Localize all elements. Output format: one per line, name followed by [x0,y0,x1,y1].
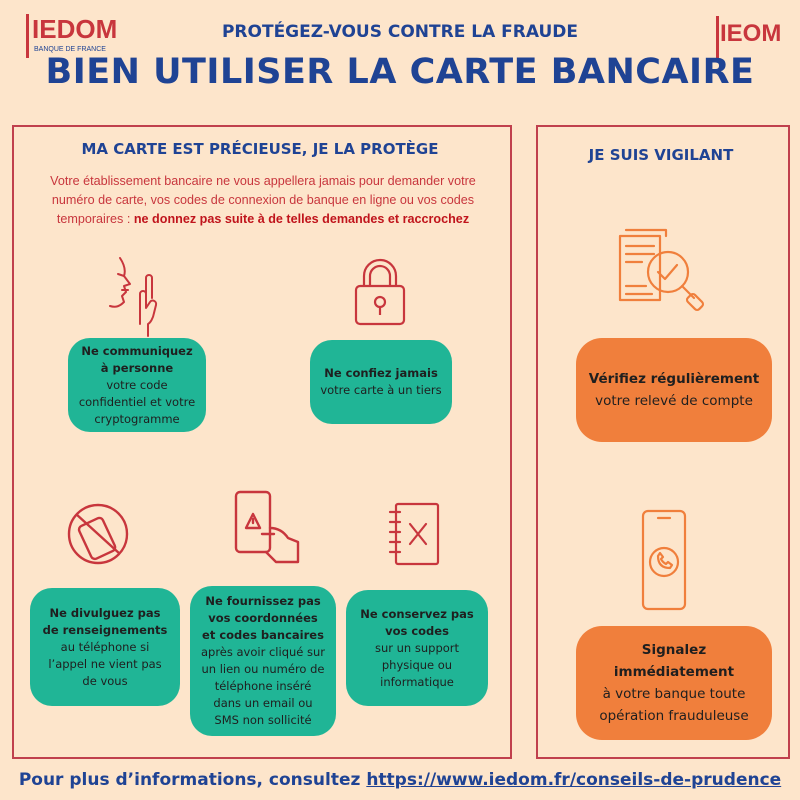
tip-card-no-share-code [68,338,206,432]
document-magnifier-icon [616,228,712,312]
tip-text: au téléphone si l’appel ne vient pas de vous [48,639,162,688]
tip-bold: Vérifiez régulièrement [588,371,760,387]
tip-bold: Signalez immédiatement [613,642,735,680]
tip-text: votre carte à un tiers [320,383,442,397]
tip-bold: Ne divulguez pas de renseignements [42,605,168,637]
iedom-logo-text: IEDOM [32,14,118,44]
tip-bold: Ne communiquez à personne [81,343,193,375]
ieom-logo-text: IEOM [720,20,782,47]
page-title: BIEN UTILISER LA CARTE BANCAIRE [45,52,755,92]
footer-text: Pour plus d’informations, consultez [18,770,361,790]
intro-text [28,172,498,229]
tip-bold: Ne conservez pas vos codes [360,606,474,638]
intro-emphasis: ne donnez pas suite à de telles demandes et raccrochez [133,212,470,226]
tip-card-report-fraud [576,626,772,740]
kicker: PROTÉGEZ-VOUS CONTRE LA FRAUDE [221,22,579,42]
no-phone-icon [66,502,130,566]
tip-card-no-store-codes [346,590,488,706]
tip-card-no-phone-info [30,588,180,706]
tip-text: sur un support physique ou informatique [374,640,460,689]
tip-card-check-statement [576,338,772,442]
notebook-cross-icon [388,500,442,568]
tip-text: après avoir cliqué sur un lien ou numéro de téléphone inséré dans un email ou SMS non sollicité [200,645,326,727]
right-panel-heading: JE SUIS VIGILANT [588,146,734,164]
prudence-advice-link[interactable]: https://www.iedom.fr/conseils-de-prudence [366,770,782,790]
tip-card-no-lend-card [310,340,452,424]
tip-text: à votre banque toute opération frauduleuse [599,686,749,724]
intro-body: Votre établissement bancaire ne vous appellera jamais pour demander votre numéro de carte, vos codes de connexion de banque en ligne ou vos codes temporaires : [50,174,476,226]
tip-text: votre relevé de compte [595,393,753,409]
tip-text: votre code confidentiel et votre cryptogramme [78,377,196,426]
left-panel-heading: MA CARTE EST PRÉCIEUSE, JE LA PROTÈGE [81,140,439,158]
footer [0,770,800,790]
padlock-icon [352,258,408,328]
silence-face-icon [102,254,172,330]
phone-warning-icon [226,488,308,568]
tip-card-no-bank-details [190,586,336,736]
banque-de-france-text: BANQUE DE FRANCE [34,46,106,53]
tip-bold: Ne confiez jamais [324,366,438,380]
tip-bold: Ne fournissez pas vos coordonnées et codes bancaires [202,594,324,642]
phone-call-icon [640,508,688,612]
